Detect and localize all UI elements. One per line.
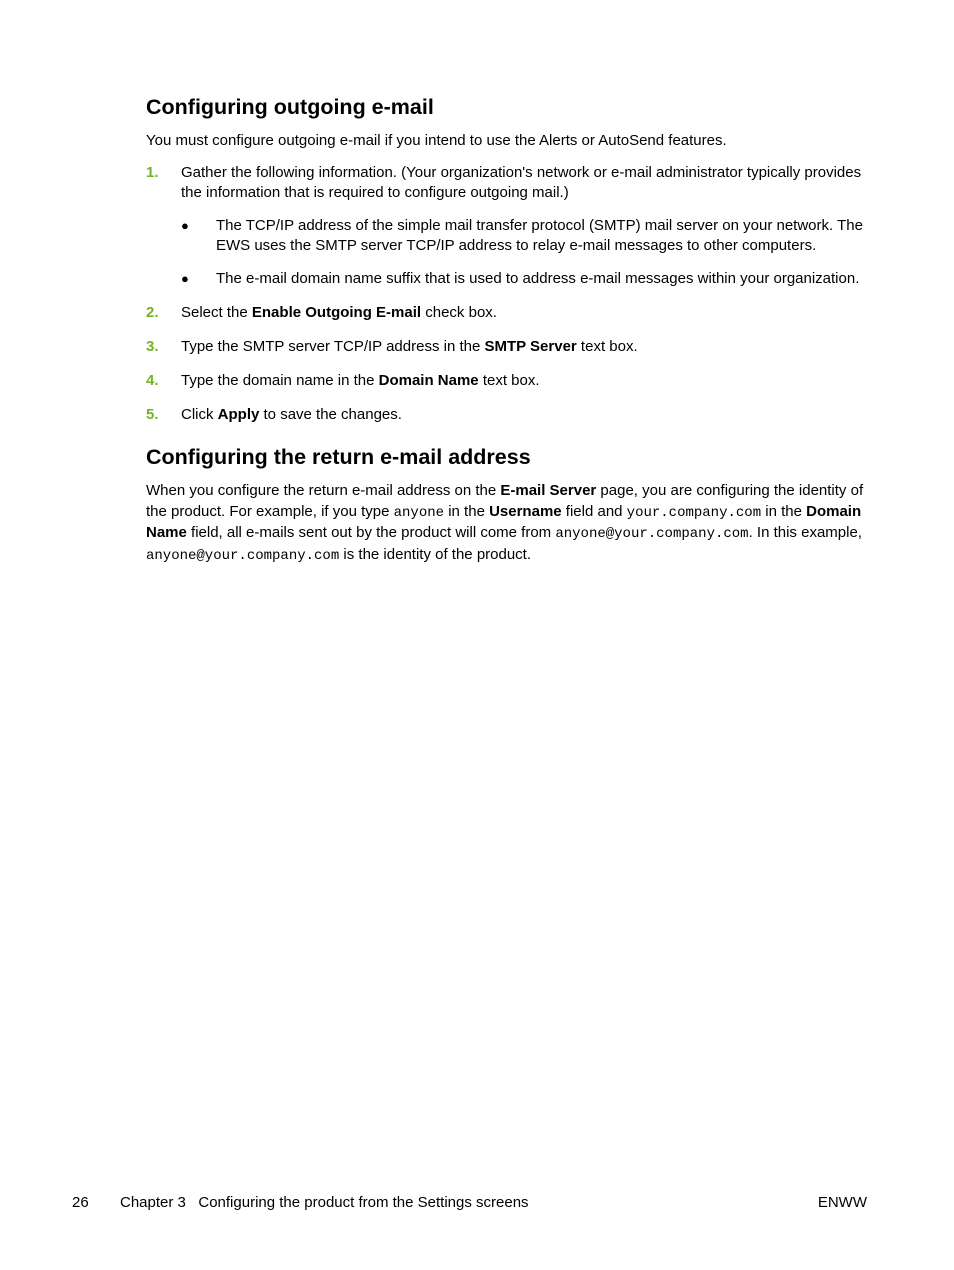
- bullet-text: The e-mail domain name suffix that is used to address e-mail messages within your organization.: [216, 270, 860, 287]
- code-text: anyone: [393, 504, 445, 521]
- code-text: anyone@your.company.com: [146, 547, 340, 564]
- bullet-list: [181, 216, 876, 289]
- intro-paragraph: You must configure outgoing e-mail if you intend to use the Alerts or AutoSend features.: [146, 132, 727, 149]
- list-item-step-2: [146, 303, 876, 323]
- ui-term: SMTP Server: [484, 338, 577, 355]
- section-heading-outgoing-email: Configuring outgoing e-mail: [146, 95, 434, 119]
- text-run: in the: [444, 502, 490, 520]
- locale-code: ENWW: [817, 1194, 867, 1211]
- step-number: 5.: [146, 406, 159, 423]
- list-item-step-1: [146, 163, 876, 289]
- step-text: Gather the following information. (Your organization's network or e-mail administrator typically provides the information that is required to configure outgoing mail.): [181, 164, 862, 201]
- code-text: anyone@your.company.com: [555, 526, 749, 542]
- list-item-step-3: [146, 337, 876, 357]
- bullet-text: The TCP/IP address of the simple mail transfer protocol (SMTP) mail server on your network. The EWS uses the SMTP server TCP/IP address to relay e-mail messages to other computers.: [216, 217, 863, 254]
- chapter-title: Chapter 3 Configuring the product from the Settings screens: [120, 1194, 529, 1211]
- step-number: 2.: [146, 304, 159, 321]
- list-item-step-4: [146, 371, 876, 391]
- list-item-step-5: [146, 405, 876, 425]
- step-text: Type the domain name in the: [181, 372, 379, 389]
- step-text: Click: [181, 406, 218, 423]
- page-number: 26: [72, 1194, 89, 1211]
- bullet-icon: ●: [181, 271, 189, 286]
- text-run: page, you are configuring the identity of the product. For example, if you type: [146, 482, 864, 520]
- ui-term: Username: [489, 502, 562, 520]
- step-number: 4.: [146, 372, 159, 389]
- step-number: 3.: [146, 338, 159, 355]
- steps-list: [146, 163, 876, 425]
- bullet-icon: ●: [181, 218, 189, 233]
- text-run: in the: [761, 502, 807, 520]
- text-run: . In this example,: [748, 524, 862, 541]
- ui-term: Enable Outgoing E-mail: [251, 304, 422, 321]
- ui-term: Apply: [217, 406, 260, 423]
- text-run: is the identity of the product.: [339, 545, 532, 563]
- step-text: text box.: [478, 372, 540, 389]
- text-run: field, all e-mails sent out by the product will come from: [186, 524, 556, 541]
- list-item-bullet-1: [181, 216, 876, 256]
- list-item-bullet-2: [181, 269, 876, 289]
- text-run: When you configure the return e-mail address on the: [146, 482, 501, 499]
- code-text: your.company.com: [626, 504, 762, 521]
- page-content: [146, 92, 876, 566]
- step-text: Type the SMTP server TCP/IP address in the: [181, 338, 485, 355]
- ui-term: Domain Name: [146, 502, 862, 541]
- text-run: field and: [561, 502, 627, 520]
- ui-term: E-mail Server: [500, 482, 597, 499]
- step-text: check box.: [421, 304, 497, 321]
- ui-term: Domain Name: [378, 372, 479, 389]
- section-heading-return-address: Configuring the return e-mail address: [146, 445, 531, 469]
- return-address-paragraph: [146, 481, 876, 566]
- step-number: 1.: [146, 164, 159, 181]
- step-text: text box.: [576, 338, 638, 355]
- step-text: to save the changes.: [259, 406, 402, 423]
- step-text: Select the: [181, 304, 252, 321]
